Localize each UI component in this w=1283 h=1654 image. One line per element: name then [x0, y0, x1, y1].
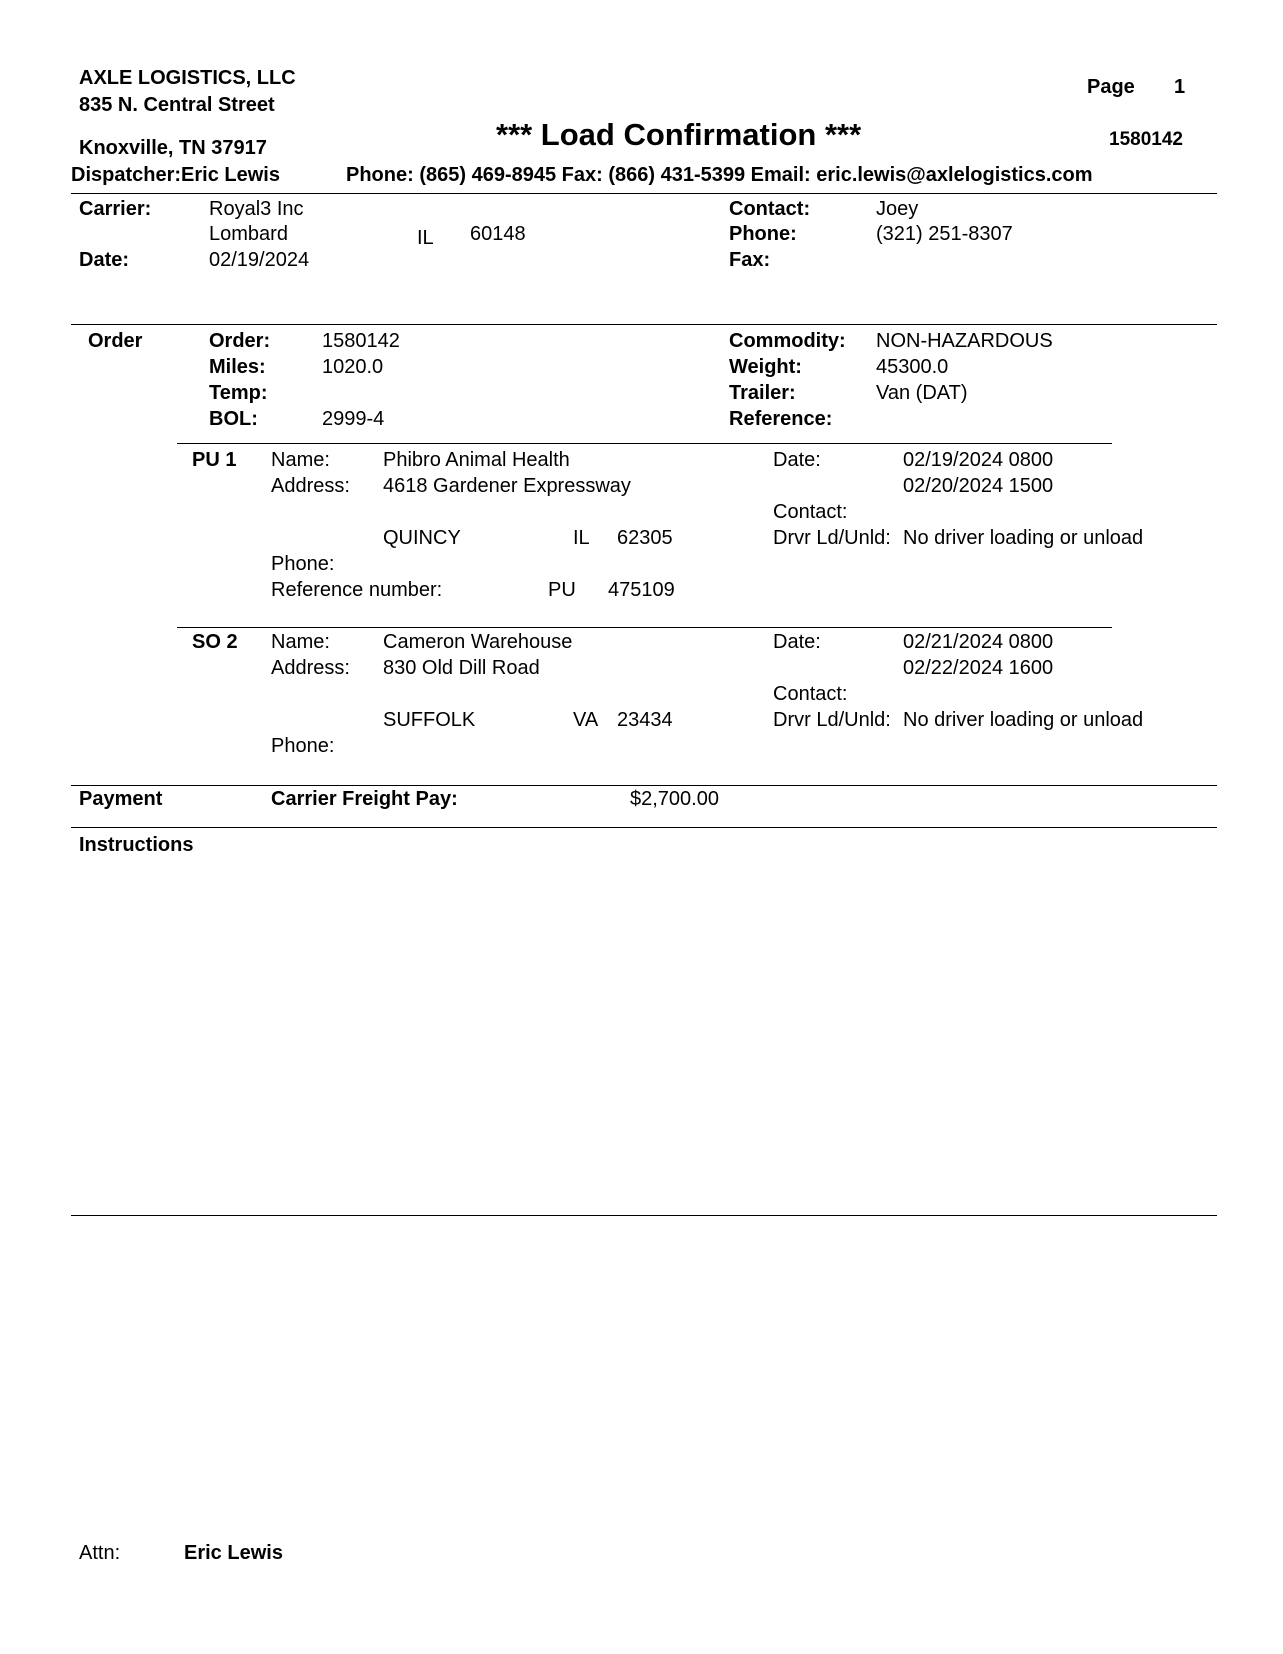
stop-address: 830 Old Dill Road	[383, 657, 540, 679]
carrier-contact: Joey	[876, 198, 919, 220]
company-name: AXLE LOGISTICS, LLC	[79, 67, 296, 89]
stop-date-start: 02/21/2024 0800	[903, 631, 1054, 653]
stop1-divider	[177, 443, 1112, 444]
stop-code: PU 1	[192, 449, 237, 471]
bol-value: 2999-4	[322, 408, 385, 430]
dispatcher-contact: Phone: (865) 469-8945 Fax: (866) 431-5399 Email: eric.lewis@axlelogistics.com	[346, 164, 1093, 186]
stop-name: Cameron Warehouse	[383, 631, 573, 653]
stop-driver-value: No driver loading or unload	[903, 527, 1144, 549]
carrier-name: Royal3 Inc	[209, 198, 304, 220]
stop-state: IL	[573, 527, 590, 549]
miles-value: 1020.0	[322, 356, 384, 378]
order-label: Order:	[209, 330, 271, 352]
weight-value: 45300.0	[876, 356, 949, 378]
weight-label: Weight:	[729, 356, 802, 378]
stop-date-end: 02/20/2024 1500	[903, 475, 1054, 497]
instructions-label: Instructions	[79, 834, 194, 856]
stop-address-label: Address:	[271, 475, 350, 497]
stop-contact-label: Contact:	[773, 501, 848, 523]
stop-address-label: Address:	[271, 657, 350, 679]
stop-date-label: Date:	[773, 631, 821, 653]
carrier-contact-label: Contact:	[729, 198, 811, 220]
order-section-label: Order	[88, 330, 143, 352]
stop-name: Phibro Animal Health	[383, 449, 570, 471]
stop-reference-type: PU	[548, 579, 576, 601]
trailer-value: Van (DAT)	[876, 382, 968, 404]
carrier-phone: (321) 251-8307	[876, 223, 1013, 245]
carrier-state: IL	[417, 227, 434, 249]
carrier-label: Carrier:	[79, 198, 152, 220]
commodity-label: Commodity:	[729, 330, 846, 352]
carrier-fax-label: Fax:	[729, 249, 771, 271]
stop-date-end: 02/22/2024 1600	[903, 657, 1054, 679]
attn-label: Attn:	[79, 1542, 121, 1564]
stop-name-label: Name:	[271, 631, 330, 653]
stop-phone-label: Phone:	[271, 553, 335, 575]
stop-date-start: 02/19/2024 0800	[903, 449, 1054, 471]
commodity-value: NON-HAZARDOUS	[876, 330, 1053, 352]
load-number: 1580142	[1109, 129, 1183, 150]
dispatcher: Dispatcher:Eric Lewis	[71, 164, 280, 186]
stop-zip: 23434	[617, 709, 673, 731]
company-street: 835 N. Central Street	[79, 94, 275, 116]
payment-top-divider	[71, 785, 1217, 786]
stop-zip: 62305	[617, 527, 673, 549]
stop-city: SUFFOLK	[383, 709, 476, 731]
carrier-phone-label: Phone:	[729, 223, 797, 245]
carrier-city: Lombard	[209, 223, 288, 245]
stop-address: 4618 Gardener Expressway	[383, 475, 631, 497]
stop-driver-label: Drvr Ld/Unld:	[773, 709, 891, 731]
page-label: Page	[1087, 76, 1135, 98]
order-number: 1580142	[322, 330, 400, 352]
company-city: Knoxville, TN 37917	[79, 137, 267, 159]
page-title: *** Load Confirmation ***	[496, 117, 862, 152]
stop-phone-label: Phone:	[271, 735, 335, 757]
instructions-divider	[71, 1215, 1217, 1216]
payment-section-label: Payment	[79, 788, 163, 810]
stop-name-label: Name:	[271, 449, 330, 471]
carrier-freight-pay-label: Carrier Freight Pay:	[271, 788, 458, 810]
stop-driver-label: Drvr Ld/Unld:	[773, 527, 891, 549]
carrier-date: 02/19/2024	[209, 249, 310, 271]
page-number: 1	[1174, 76, 1186, 98]
stop-reference-label: Reference number:	[271, 579, 443, 601]
stop-state: VA	[573, 709, 599, 731]
attn-name: Eric Lewis	[184, 1542, 283, 1564]
reference-label: Reference:	[729, 408, 833, 430]
miles-label: Miles:	[209, 356, 266, 378]
stop2-divider	[177, 627, 1112, 628]
payment-bottom-divider	[71, 827, 1217, 828]
stop-driver-value: No driver loading or unload	[903, 709, 1144, 731]
stop-code: SO 2	[192, 631, 238, 653]
stop-contact-label: Contact:	[773, 683, 848, 705]
stop-reference-number: 475109	[608, 579, 675, 601]
carrier-zip: 60148	[470, 223, 526, 245]
stop-city: QUINCY	[383, 527, 461, 549]
carrier-date-label: Date:	[79, 249, 130, 271]
bol-label: BOL:	[209, 408, 258, 430]
carrier-freight-pay-amount: $2,700.00	[630, 788, 719, 810]
temp-label: Temp:	[209, 382, 268, 404]
header-divider	[71, 193, 1217, 194]
stop-date-label: Date:	[773, 449, 821, 471]
trailer-label: Trailer:	[729, 382, 796, 404]
carrier-divider	[71, 324, 1217, 325]
